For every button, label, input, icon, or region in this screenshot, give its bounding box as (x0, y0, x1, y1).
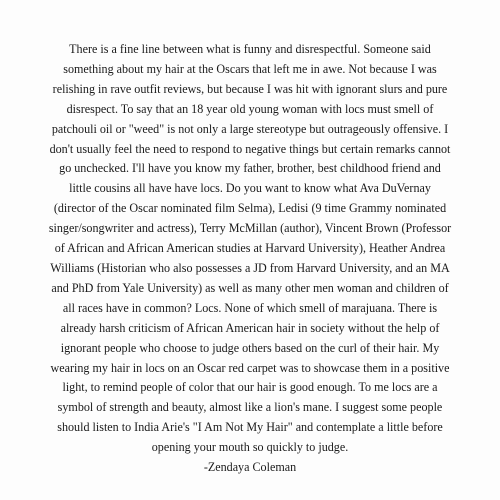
statement-line: and PhD from Yale University) as well as many other men woman and children of (51, 280, 449, 295)
statement-line: disrespect. To say that an 18 year old young woman with locs must smell of (66, 101, 434, 116)
statement-line: something about my hair at the Oscars that left me in awe. Not because I was (63, 61, 437, 76)
statement-text (4, 40, 496, 478)
statement-line: wearing my hair in locs on an Oscar red carpet was to showcase them in a positive (50, 360, 450, 375)
statement-line: already harsh criticism of African American hair in society without the help of (60, 320, 440, 335)
statement-line: should listen to India Arie's "I Am Not My Hair" and contemplate a little before (57, 420, 443, 435)
statement-line: Williams (Historian who also possesses a JD from Harvard University, and an MA (50, 260, 450, 275)
statement-line: (director of the Oscar nominated film Selma), Ledisi (9 time Grammy nominated (53, 201, 447, 216)
statement-line: patchouli oil or "weed" is not only a large stereotype but outrageously offensive. I (51, 121, 449, 136)
statement-line: of African and African American studies at Harvard University), Heather Andrea (54, 241, 446, 256)
statement-line: don't usually feel the need to respond to negative things but certain remarks cannot (49, 141, 451, 156)
statement-line: light, to remind people of color that our hair is good enough. To me locs are a (62, 380, 438, 395)
statement-line: opening your mouth so quickly to judge. (151, 440, 349, 455)
signature: -Zendaya Coleman (203, 460, 297, 475)
statement-line: ignorant people who choose to judge others based on the curl of their hair. My (60, 340, 440, 355)
statement-line: symbol of strength and beauty, almost like a lion's mane. I suggest some people (57, 400, 443, 415)
statement-line: go unchecked. I'll have you know my father, brother, best childhood friend and (59, 161, 441, 176)
statement-line: There is a fine line between what is funny and disrespectful. Someone said (69, 42, 431, 56)
statement-line: singer/songwriter and actress), Terry McMillan (author), Vincent Brown (Professor (48, 221, 452, 236)
statement-line: all races have in common? Locs. None of which smell of marajuana. There is (62, 300, 438, 315)
statement-line: little cousins all have have locs. Do you want to know what Ava DuVernay (69, 181, 431, 196)
statement-line: relishing in rave outfit reviews, but because I was hit with ignorant slurs and pure (52, 81, 448, 96)
